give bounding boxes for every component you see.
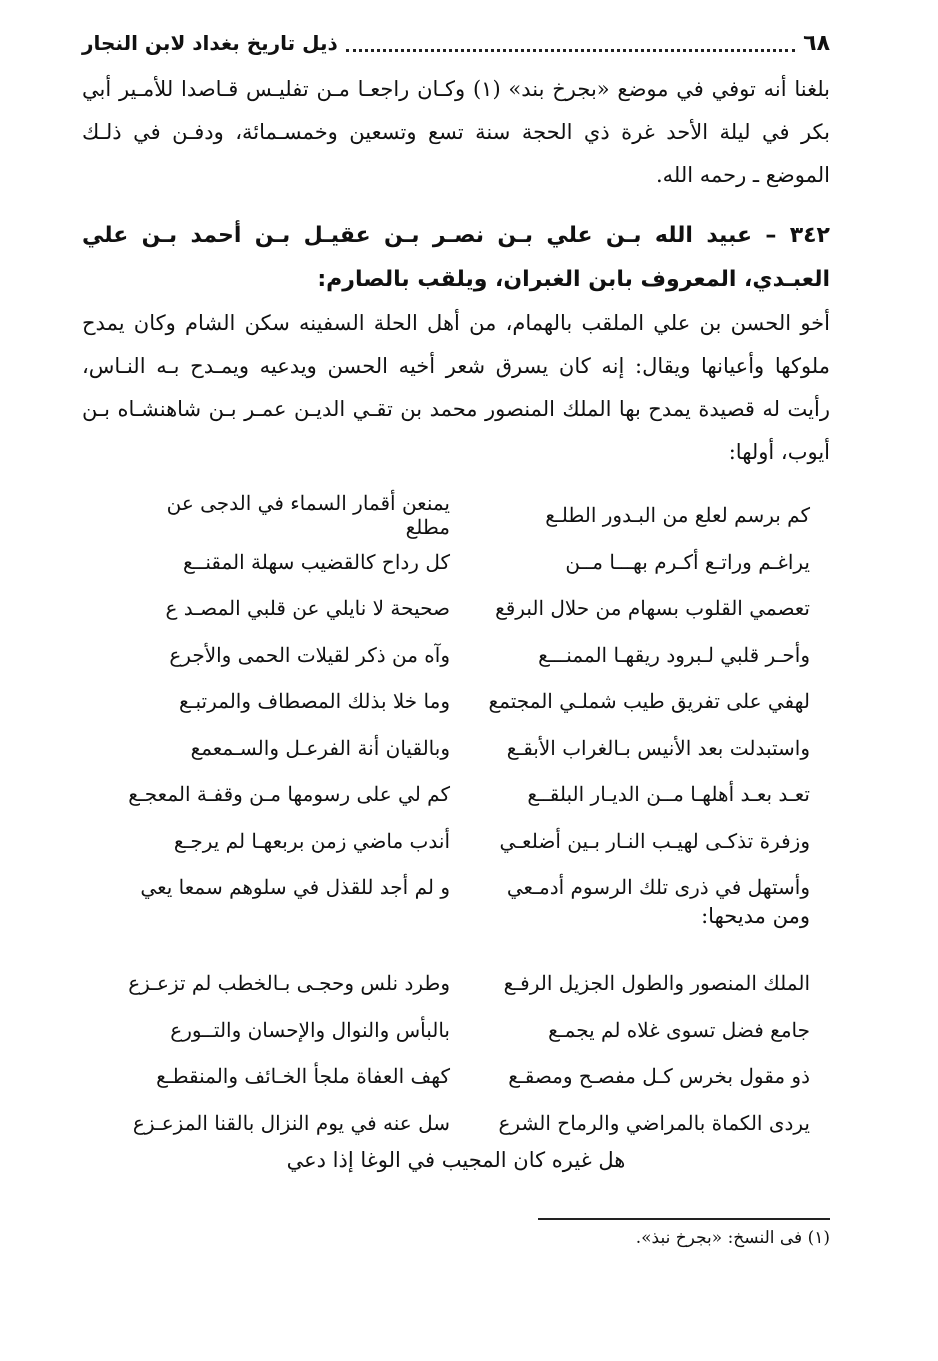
verse-line: [120, 492, 810, 539]
opening-paragraph: [82, 68, 830, 197]
verse-first-hemistich: يردى الكماة بالمراضي والرماح الشرع: [498, 1110, 810, 1135]
verse-line: [120, 585, 810, 632]
verse-line: [120, 1100, 810, 1147]
verse-first-hemistich: جامع فضل تسوى غلاه لم يجمـع: [548, 1017, 810, 1042]
poem-block-2: [120, 960, 810, 1146]
verse-second-hemistich: و لم أجد للقذل في سلوهم سمعا يعي: [140, 875, 450, 900]
closing-verse: هل غيره كان المجيب في الوغا إذا دعي: [286, 1148, 626, 1172]
verse-line: [120, 725, 810, 772]
verse-line: [120, 818, 810, 865]
verse-line: [120, 539, 810, 586]
verse-first-hemistich: كم برسم لعلع من البـدور الطلـع: [545, 503, 810, 528]
verse-first-hemistich: ذو مقول بخرس كـل مفصـح ومصقـع: [508, 1064, 810, 1089]
verse-second-hemistich: كم لي على رسومها مـن وقفـة المعجـع: [128, 782, 450, 807]
footnote: (١) فى النسخ: «بجرخ نبذ».: [635, 1228, 830, 1248]
verse-first-hemistich: وأستهل في ذرى تلك الرسوم أدمـعي: [506, 875, 810, 900]
verse-second-hemistich: سل عنه في يوم النزال بالقنا المزعـزع: [132, 1110, 450, 1135]
footnote-separator: [538, 1218, 830, 1220]
header-dotted-leader: [346, 35, 795, 52]
verse-second-hemistich: يمنعن أقمار السماء في الدجى عن مطلع: [166, 491, 450, 540]
verse-first-hemistich: واستبدلت بعد الأنيس بـالغراب الأبقـع: [506, 735, 810, 760]
verse-first-hemistich: وزفرة تذكـى لهيـب النـار بـين أضلعـي: [499, 828, 810, 853]
verse-second-hemistich: كهف العفاة ملجأ الخـائف والمنقطـع: [156, 1064, 450, 1089]
paragraph-text: أخو الحسن بن علي الملقب بالهمام، من أهل الحلة السفينه سكن الشام وكان يمدح ملوكها وأعيانها ويقال: إنه كان يسرق شعر أخيه الحسن ويدعيه ويمـدح بـه النـاس، رأيت له قصيدة يمدح بها الملك المنصور محمد بن تقـي الديـن عمـر بـن شاهنشـاه بـن أيوب، أولها:: [82, 311, 830, 464]
verse-line: [120, 960, 810, 1007]
verse-second-hemistich: كل رداح كالقضيب سهلة المقنــع: [182, 549, 450, 574]
running-title: ذيل تاريخ بغداد لابن النجار: [82, 31, 338, 55]
verse-line: [120, 1053, 810, 1100]
paragraph-text: بلغنا أنه توفي في موضع «بجرخ بند» (١) وكـان راجعـا مـن تفليـس قـاصدا للأمـير أبي بكر في ليلة الأحد غرة ذي الحجة سنة تسع وتسعين وخمسـمائة، ودفـن في ذلـك الموضع ـ رحمه الله.: [82, 77, 831, 187]
verse-second-hemistich: وما خلا بذلك المصطاف والمرتبـع: [178, 689, 450, 714]
verse-second-hemistich: أندب ماضي زمن بربعهـا لم يرجـع: [173, 828, 450, 853]
verse-second-hemistich: صحيحة لا نايلي عن قلبي المصـد ع: [165, 596, 450, 621]
poem-block-1: [120, 492, 810, 911]
verse-first-hemistich: تعـد بعـد أهلهـا مــن الديـار البلقــع: [527, 782, 810, 807]
verse-line: [120, 771, 810, 818]
verse-second-hemistich: بالبأس والنوال والإحسان والتــورع: [170, 1017, 450, 1042]
verse-first-hemistich: وأحـر قلبي لـبرود ريقهـا الممنـــع: [538, 642, 810, 667]
poem-intro: ومن مديحها:: [701, 904, 810, 928]
biography-paragraph: [82, 302, 830, 474]
verse-second-hemistich: وآه من ذكر لقيلات الحمى والأجرع: [169, 642, 450, 667]
verse-first-hemistich: لهفي على تفريق طيب شملـي المجتمع: [488, 689, 810, 714]
entry-heading: ٣٤٢ – عبيد الله بـن علي بـن نصـر بـن عقيـل بـن أحمد بـن علي العبـدي، المعروف بابن الغبران، ويلقب بالصارم:: [82, 223, 830, 292]
verse-first-hemistich: يراغـم وراتـع أكـرم بهـــا مــن: [565, 549, 810, 574]
page-header: [82, 26, 830, 60]
verse-second-hemistich: وطرد نلس وحجـى بـالخطب لم تزعـزع: [128, 971, 450, 996]
verse-line: [120, 678, 810, 725]
verse-line: [120, 1007, 810, 1054]
verse-first-hemistich: الملك المنصور والطول الجزيل الرفـع: [503, 971, 810, 996]
verse-second-hemistich: وبالقيان أنة الفرعـل والسـمعمع: [190, 735, 450, 760]
verse-first-hemistich: تعصمي القلوب بسهام من حلال البرقع: [495, 596, 810, 621]
page-number: ٦٨: [803, 30, 830, 56]
verse-line: [120, 632, 810, 679]
